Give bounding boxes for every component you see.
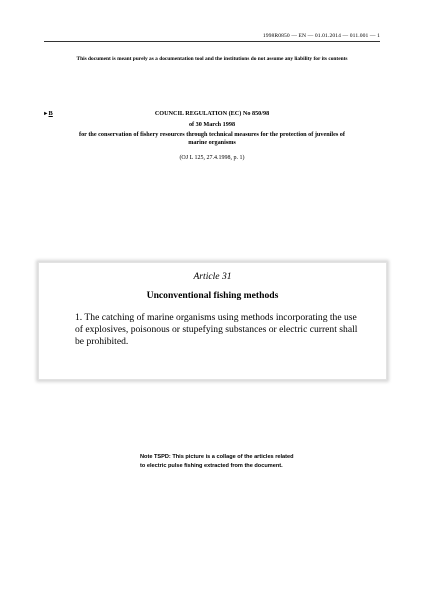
- regulation-title: COUNCIL REGULATION (EC) No 850/98: [154, 110, 270, 117]
- document-reference: 1998R0850 — EN — 01.01.2014 — 011.001 — 1: [262, 33, 380, 39]
- article-number: Article 31: [193, 271, 232, 282]
- editor-note: Note TSPD: This picture is a collage of the articles related to electric pulse fishing extracted from the document.: [140, 454, 294, 469]
- official-journal-reference: (OJ L 125, 27.4.1998, p. 1): [179, 155, 245, 161]
- regulation-subject: for the conservation of fishery resources through technical measures for the protection of juveniles of marine organisms: [79, 131, 345, 146]
- marker-letter: B: [48, 110, 53, 117]
- disclaimer-text: This document is meant purely as a documentation tool and the institutions do not assume any liability for its contents: [76, 56, 348, 62]
- regulation-date: of 30 March 1998: [188, 121, 236, 128]
- article-heading: Unconventional fishing methods: [146, 290, 279, 301]
- article-excerpt-box: [38, 262, 387, 380]
- marker-arrow-icon: ►: [43, 111, 49, 117]
- header-divider: [44, 41, 380, 42]
- article-paragraph: 1. The catching of marine organisms using methods incorporating the use of explosives, poisonous or stupefying substances or electric current shall be prohibited.: [75, 312, 358, 347]
